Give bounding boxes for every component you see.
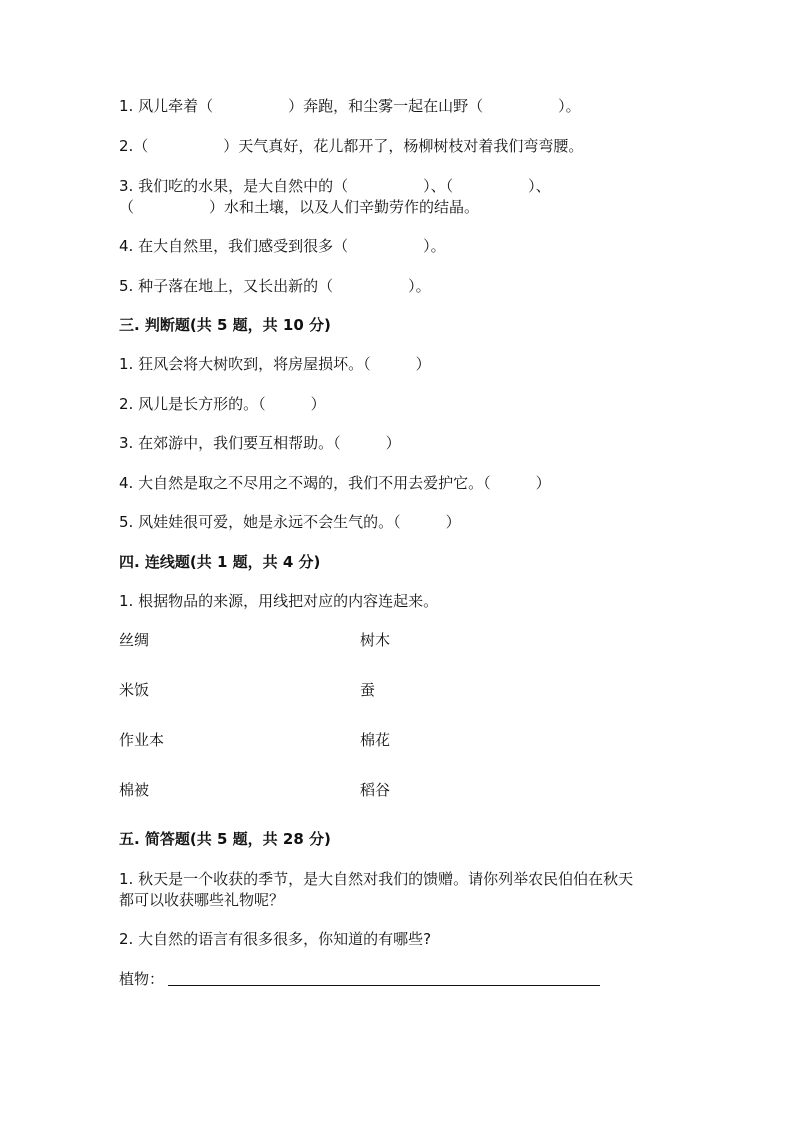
match-left-item: 米饭: [119, 681, 150, 699]
match-right-item: 稻谷: [360, 781, 391, 799]
judge-q4: 4. 大自然是取之不尽用之不竭的，我们不用去爱护它。（ ）: [119, 474, 551, 492]
match-heading: 四. 连线题(共 1 题，共 4 分): [119, 553, 321, 571]
judge-q1: 1. 狂风会将大树吹到，将房屋损坏。（ ）: [119, 355, 431, 373]
fill-blank-q1: 1. 风儿牵着（ ）奔跑，和尘雾一起在山野（ ）。: [119, 97, 581, 115]
match-right-item: 蚕: [360, 681, 376, 699]
match-left-item: 棉被: [119, 781, 150, 799]
short-answer-q1-line2: 都可以收获哪些礼物呢？: [119, 891, 285, 909]
short-answer-heading: 五. 简答题(共 5 题，共 28 分): [119, 830, 331, 848]
match-right-item: 树木: [360, 631, 391, 649]
match-left-item: 作业本: [119, 731, 165, 749]
fill-blank-q3-line1: 3. 我们吃的水果，是大自然中的（ ）、（ ）、: [119, 177, 551, 195]
judge-heading: 三. 判断题(共 5 题，共 10 分): [119, 316, 331, 334]
judge-q3: 3. 在郊游中，我们要互相帮助。（ ）: [119, 434, 401, 452]
fill-blank-q3-line2: （ ）水和土壤，以及人们辛勤劳作的结晶。: [119, 198, 480, 216]
fill-blank-q4: 4. 在大自然里，我们感受到很多（ ）。: [119, 237, 446, 255]
answer-line[interactable]: [168, 985, 600, 986]
short-answer-q2: 2. 大自然的语言有很多很多，你知道的有哪些?: [119, 930, 432, 948]
plant-label: 植物：: [119, 970, 165, 988]
fill-blank-q2: 2.（ ）天气真好，花儿都开了，杨柳树枝对着我们弯弯腰。: [119, 137, 584, 155]
fill-blank-q5: 5. 种子落在地上，又长出新的（ ）。: [119, 277, 431, 295]
match-prompt: 1. 根据物品的来源，用线把对应的内容连起来。: [119, 592, 439, 610]
judge-q2: 2. 风儿是长方形的。（ ）: [119, 395, 326, 413]
match-left-item: 丝绸: [119, 631, 150, 649]
match-right-item: 棉花: [360, 731, 391, 749]
short-answer-q1-line1: 1. 秋天是一个收获的季节，是大自然对我们的馈赠。请你列举农民伯伯在秋天: [119, 870, 634, 888]
judge-q5: 5. 风娃娃很可爱，她是永远不会生气的。（ ）: [119, 513, 461, 531]
